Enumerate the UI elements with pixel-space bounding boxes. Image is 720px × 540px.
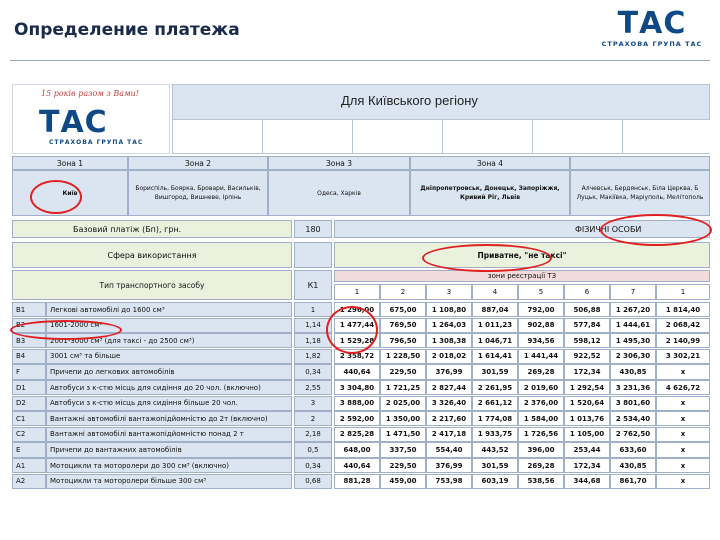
- payment-value: 4 626,72: [656, 380, 710, 395]
- sphere-value: Приватне, "не таксі": [334, 242, 710, 268]
- zone-registration-label: зони реєстрації ТЗ: [334, 270, 710, 282]
- payment-value: 2 261,95: [472, 380, 518, 395]
- payment-value: 538,56: [518, 474, 564, 489]
- persons-label: ФІЗИЧНІ ОСОБИ: [334, 220, 710, 238]
- vehicle-code: C1: [12, 411, 46, 426]
- zone-3-header: Зона 3: [268, 156, 410, 170]
- payment-value: 2 217,60: [426, 411, 472, 426]
- payment-value: 1 046,71: [472, 333, 518, 348]
- tariff-document: [8, 84, 710, 496]
- k1-value: 1,18: [294, 333, 332, 348]
- payment-value: 922,52: [564, 349, 610, 364]
- payment-value: 301,59: [472, 364, 518, 379]
- vehicle-code: B3: [12, 333, 46, 348]
- payment-value: 675,00: [380, 302, 426, 317]
- vehicle-code: B1: [12, 302, 46, 317]
- col-number: 6: [564, 284, 610, 300]
- payment-value: 430,85: [610, 458, 656, 473]
- col-number: 4: [472, 284, 518, 300]
- table-row: [12, 442, 710, 457]
- payment-value: 796,50: [380, 333, 426, 348]
- k1-value: 0,68: [294, 474, 332, 489]
- k1-value: 0,5: [294, 442, 332, 457]
- highlight-oval-private: [422, 244, 552, 272]
- payment-value: 1 495,30: [610, 333, 656, 348]
- doc-logo-tagline: СТРАХОВА ГРУПА ТАС: [49, 139, 144, 146]
- highlight-oval-kyiv: [30, 180, 82, 214]
- k1-value: 0,34: [294, 458, 332, 473]
- vehicle-description: Мотоцикли та моторолери більше 300 см³: [46, 474, 292, 489]
- payment-value: 440,64: [334, 458, 380, 473]
- payment-value: 598,12: [564, 333, 610, 348]
- payment-value: 459,00: [380, 474, 426, 489]
- k1-value: 2,18: [294, 427, 332, 442]
- payment-value: 577,84: [564, 318, 610, 333]
- vehicle-description: 2001-3000 см³ (для таксі - до 2500 см³): [46, 333, 292, 348]
- page-title: Определение платежа: [14, 20, 240, 40]
- base-payment-value: 180: [294, 220, 332, 238]
- vehicle-code: A1: [12, 458, 46, 473]
- vehicle-code: E: [12, 442, 46, 457]
- payment-value: 430,85: [610, 364, 656, 379]
- payment-value: 337,50: [380, 442, 426, 457]
- payment-value: 506,88: [564, 302, 610, 317]
- table-row: [12, 474, 710, 489]
- payment-value: 1 292,54: [564, 380, 610, 395]
- sphere-label: Сфера використання: [12, 242, 292, 268]
- zone-5-header: [570, 156, 710, 170]
- vehicle-code: B4: [12, 349, 46, 364]
- vehicle-code: D1: [12, 380, 46, 395]
- zones-table: [12, 156, 710, 216]
- vehicle-description: 1601-2000 см³: [46, 318, 292, 333]
- payment-value: 1 584,00: [518, 411, 564, 426]
- col-number: 7: [610, 284, 656, 300]
- doc-logo-wordmark: ТАС: [39, 105, 108, 140]
- highlight-oval-b2: [10, 320, 122, 340]
- k1-value: 3: [294, 396, 332, 411]
- payment-value: 1 350,00: [380, 411, 426, 426]
- payment-value: x: [656, 427, 710, 442]
- table-row: [12, 396, 710, 411]
- payment-value: 3 326,40: [426, 396, 472, 411]
- payment-value: x: [656, 442, 710, 457]
- payment-value: 902,88: [518, 318, 564, 333]
- col-number: 1: [334, 284, 380, 300]
- payment-value: 1 108,80: [426, 302, 472, 317]
- payment-value: 2 068,42: [656, 318, 710, 333]
- sphere-row: [12, 242, 710, 268]
- payment-value: 934,56: [518, 333, 564, 348]
- zone-3-cities: Одеса, Харків: [268, 170, 410, 216]
- payment-value: 1 267,20: [610, 302, 656, 317]
- header-spacer-row: [172, 120, 710, 154]
- vehicle-code: C2: [12, 427, 46, 442]
- document-logo: [12, 84, 170, 154]
- payment-value: 1 011,23: [472, 318, 518, 333]
- payment-value: 172,34: [564, 458, 610, 473]
- payment-value: 1 933,75: [472, 427, 518, 442]
- payment-value: 881,28: [334, 474, 380, 489]
- title-divider: [10, 60, 710, 61]
- k1-label: К1: [294, 270, 332, 300]
- payment-value: 3 231,36: [610, 380, 656, 395]
- payment-value: 1 614,41: [472, 349, 518, 364]
- payment-value: 1 471,50: [380, 427, 426, 442]
- payment-value: 3 801,60: [610, 396, 656, 411]
- payment-value: 1 013,76: [564, 411, 610, 426]
- k1-value: 1,82: [294, 349, 332, 364]
- vehicle-description: Причепи до вантажних автомобілів: [46, 442, 292, 457]
- zone-4-cities: Дніпропетровськ, Донецьк, Запоріжжя, Кривий Ріг, Львів: [410, 170, 570, 216]
- payment-value: 1 477,44: [334, 318, 380, 333]
- vehicle-description: Вантажні автомобілі вантажопідйомністю понад 2 т: [46, 427, 292, 442]
- payment-value: 2 376,00: [518, 396, 564, 411]
- payment-value: 633,60: [610, 442, 656, 457]
- region-header: [172, 84, 710, 120]
- payment-value: 1 721,25: [380, 380, 426, 395]
- payment-value: 2 025,00: [380, 396, 426, 411]
- payment-value: 1 814,40: [656, 302, 710, 317]
- zone-2-cities: Бориспіль, Боярка, Бровари, Васильків, Вишгород, Вишневе, Ірпінь: [128, 170, 268, 216]
- payment-value: 554,40: [426, 442, 472, 457]
- payment-value: 269,28: [518, 364, 564, 379]
- payment-value: 1 444,61: [610, 318, 656, 333]
- payment-value: 2 825,28: [334, 427, 380, 442]
- payment-value: 2 827,44: [426, 380, 472, 395]
- payment-value: 2 018,02: [426, 349, 472, 364]
- payment-value: 3 304,80: [334, 380, 380, 395]
- k1-value: 1: [294, 302, 332, 317]
- payment-value: 440,64: [334, 364, 380, 379]
- payment-value: 3 302,21: [656, 349, 710, 364]
- vehicle-description: 3001 см³ та більше: [46, 349, 292, 364]
- payment-value: 1 774,08: [472, 411, 518, 426]
- vehicle-description: Мотоцикли та моторолери до 300 см³ (включно): [46, 458, 292, 473]
- k1-value: 1,14: [294, 318, 332, 333]
- payment-value: 2 592,00: [334, 411, 380, 426]
- vehicle-description: Причепи до легкових автомобілів: [46, 364, 292, 379]
- base-payment-label: Базовий платіж (Бп), грн.: [12, 220, 292, 238]
- table-row: [12, 427, 710, 442]
- payment-value: 172,34: [564, 364, 610, 379]
- payment-value: 753,98: [426, 474, 472, 489]
- payment-value: 2 661,12: [472, 396, 518, 411]
- logo-tagline: СТРАХОВА ГРУПА ТАС: [601, 40, 703, 48]
- col-number: 5: [518, 284, 564, 300]
- zone-2-header: Зона 2: [128, 156, 268, 170]
- payment-value: x: [656, 411, 710, 426]
- sphere-k-cell: [294, 242, 332, 268]
- table-header-row: [12, 270, 710, 300]
- payment-value: 2 140,99: [656, 333, 710, 348]
- table-row: [12, 411, 710, 426]
- payment-value: 1 520,64: [564, 396, 610, 411]
- brand-logo: [596, 6, 708, 52]
- payment-value: 2 534,40: [610, 411, 656, 426]
- payment-value: 376,99: [426, 458, 472, 473]
- zone-5-cities: Алчевськ, Бердянськ, Біла Церква, Б Луцьк, Макіївка, Маріуполь, Мелітополь: [570, 170, 710, 216]
- payment-value: 443,52: [472, 442, 518, 457]
- table-row: [12, 458, 710, 473]
- payment-value: 1 308,38: [426, 333, 472, 348]
- highlight-oval-persons: [600, 214, 712, 246]
- col-number: 1: [656, 284, 710, 300]
- k1-value: 2: [294, 411, 332, 426]
- payment-value: 253,44: [564, 442, 610, 457]
- payment-value: 3 888,00: [334, 396, 380, 411]
- payment-value: 301,59: [472, 458, 518, 473]
- payment-value: 269,28: [518, 458, 564, 473]
- k1-value: 0,34: [294, 364, 332, 379]
- payment-value: 648,00: [334, 442, 380, 457]
- zone-1-cities: Київ: [12, 170, 128, 216]
- payment-value: 396,00: [518, 442, 564, 457]
- logo-wordmark: ТАС: [617, 6, 687, 41]
- payment-value: 229,50: [380, 458, 426, 473]
- zone-1-header: Зона 1: [12, 156, 128, 170]
- payment-value: 861,70: [610, 474, 656, 489]
- payment-value: 376,99: [426, 364, 472, 379]
- payment-value: 1 441,44: [518, 349, 564, 364]
- payment-value: x: [656, 458, 710, 473]
- payment-value: x: [656, 396, 710, 411]
- payment-value: x: [656, 474, 710, 489]
- table-row: [12, 380, 710, 395]
- payment-value: 1 105,00: [564, 427, 610, 442]
- payment-value: 792,00: [518, 302, 564, 317]
- payment-value: 344,68: [564, 474, 610, 489]
- type-label: Тип транспортного засобу: [12, 270, 292, 300]
- payment-value: x: [656, 364, 710, 379]
- table-row: [12, 364, 710, 379]
- payment-value: 2 762,50: [610, 427, 656, 442]
- payment-value: 1 529,28: [334, 333, 380, 348]
- col-number: 2: [380, 284, 426, 300]
- vehicle-code: D2: [12, 396, 46, 411]
- vehicle-code: B2: [12, 318, 46, 333]
- vehicle-code: A2: [12, 474, 46, 489]
- payment-value: 2 358,72: [334, 349, 380, 364]
- payment-value: 1 726,56: [518, 427, 564, 442]
- payment-value: 769,50: [380, 318, 426, 333]
- vehicle-code: F: [12, 364, 46, 379]
- payment-value: 1 228,50: [380, 349, 426, 364]
- vehicle-description: Вантажні автомобілі вантажопідйомністю до 2т (включно): [46, 411, 292, 426]
- vehicle-description: Легкові автомобілі до 1600 см³: [46, 302, 292, 317]
- vehicle-description: Автобуси з к-стю місць для сидіння до 20 чол. (включно): [46, 380, 292, 395]
- payment-value: 1 264,03: [426, 318, 472, 333]
- region-title: Для Київського регіону: [341, 93, 478, 108]
- k1-value: 2,55: [294, 380, 332, 395]
- payment-value: 2 417,18: [426, 427, 472, 442]
- payment-value: 603,19: [472, 474, 518, 489]
- payment-value: 1 296,00: [334, 302, 380, 317]
- payment-value: 887,04: [472, 302, 518, 317]
- payment-value: 2 019,60: [518, 380, 564, 395]
- anniversary-label: 15 років разом з Вами!: [41, 89, 139, 98]
- highlight-oval-value: [326, 306, 378, 354]
- col-number: 3: [426, 284, 472, 300]
- zone-4-header: Зона 4: [410, 156, 570, 170]
- payment-value: 229,50: [380, 364, 426, 379]
- payment-value: 2 306,30: [610, 349, 656, 364]
- vehicle-description: Автобуси з к-стю місць для сидіння більше 20 чол.: [46, 396, 292, 411]
